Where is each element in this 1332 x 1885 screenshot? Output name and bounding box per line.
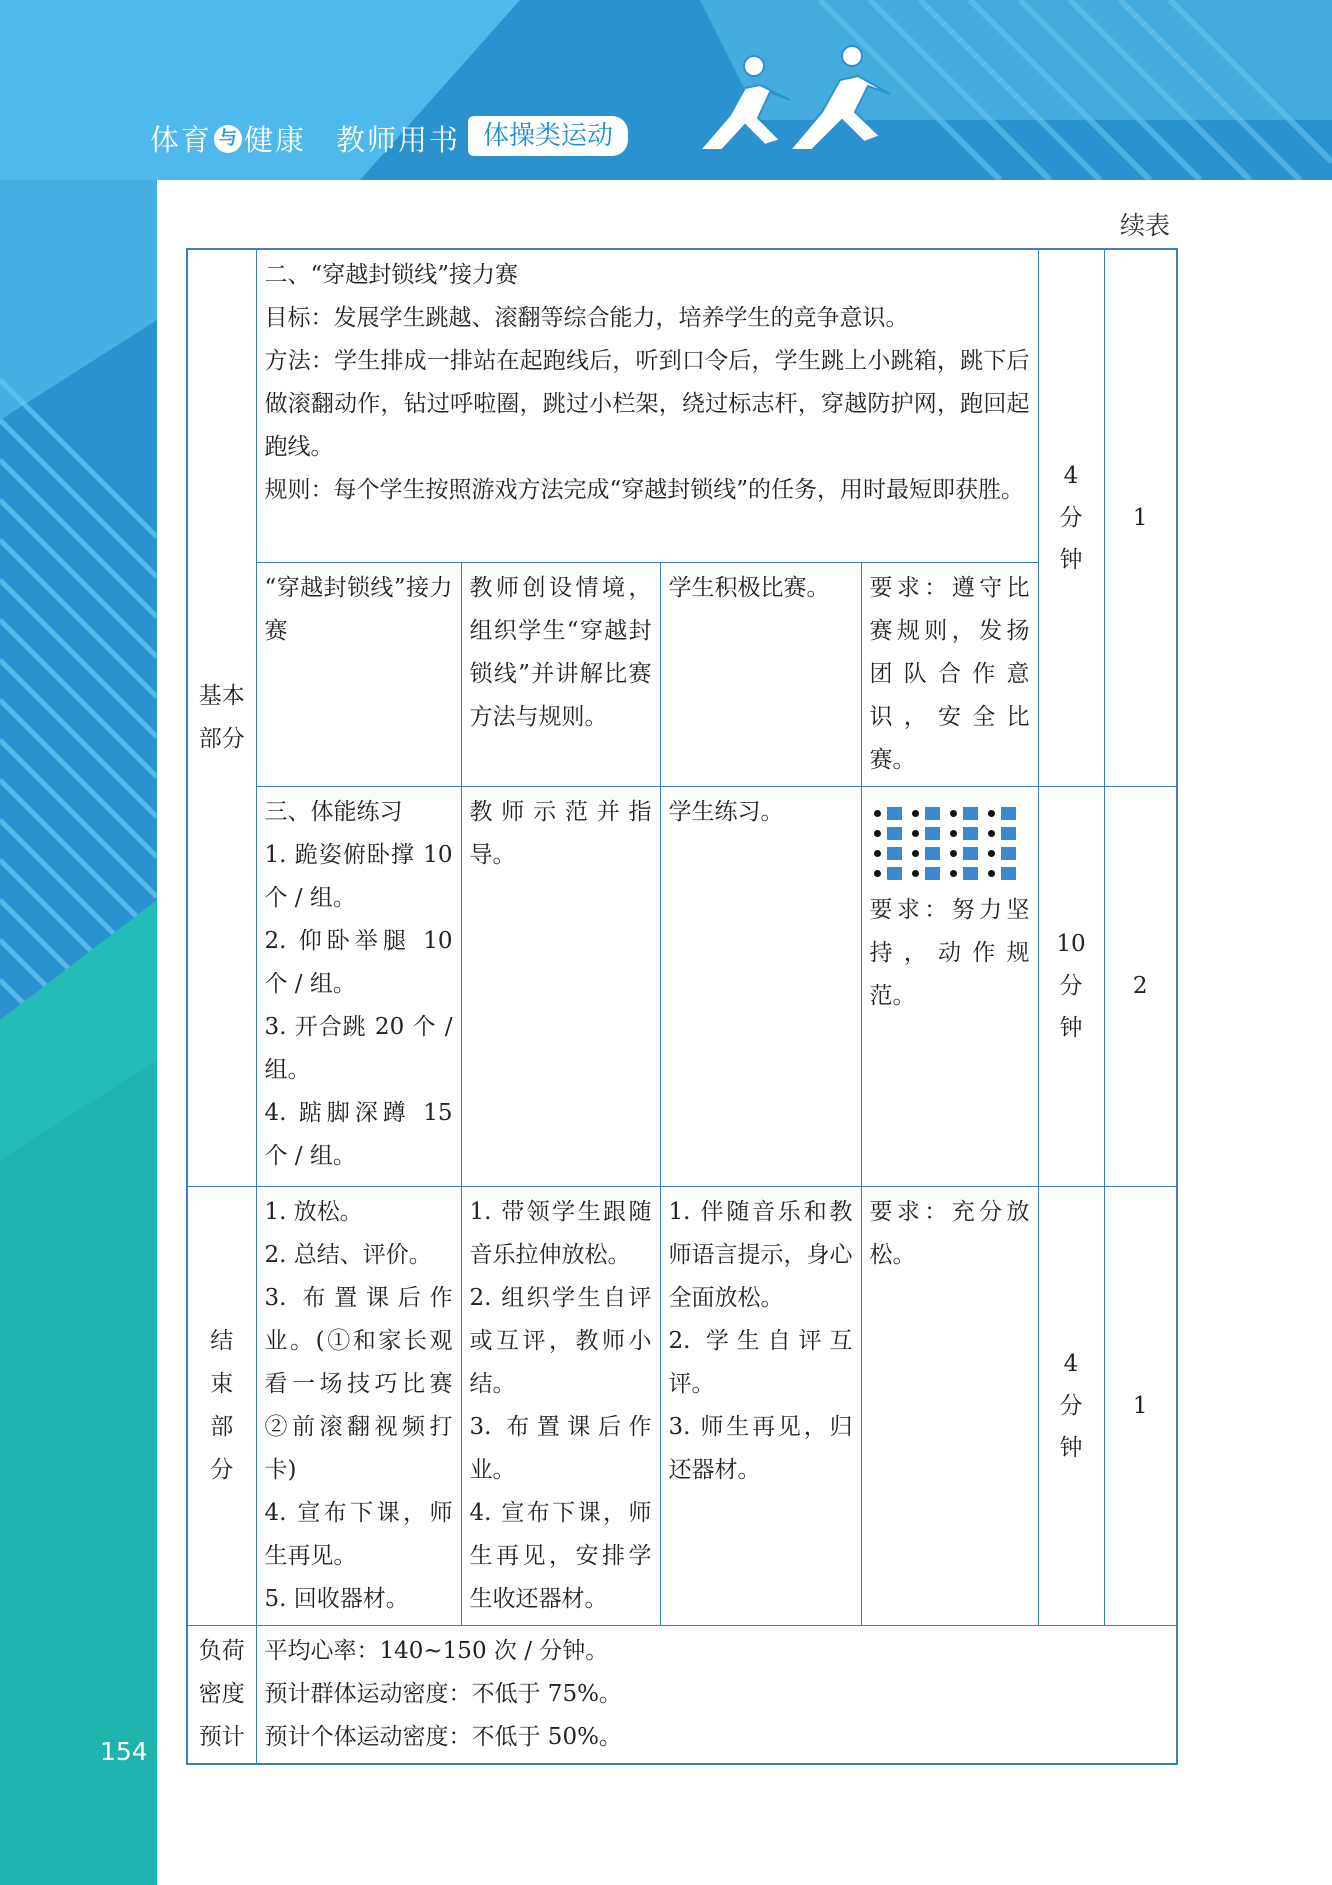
fitness-requirement: 要求：努力坚持，动作规范。 (869, 896, 1030, 1009)
title-connector-badge: 与 (214, 125, 242, 153)
ending-time-cell: 4 分 钟 (1038, 1186, 1104, 1625)
relay-title: 二、“穿越封锁线”接力赛 (264, 262, 519, 288)
lesson-plan-table (186, 248, 1178, 1765)
formation-student-mat-icon (912, 805, 950, 823)
relay-requirement-cell: 要求：遵守比赛规则，发扬团队合作意识，安全比赛。 (861, 562, 1038, 786)
book-title-part3: 教师用书 (336, 123, 461, 157)
book-title (150, 118, 460, 159)
fitness-requirement-cell (861, 786, 1038, 1186)
fitness-item: 2. 仰卧举腿 10 个 / 组。 (264, 927, 453, 997)
formation-student-mat-icon (950, 825, 988, 843)
table-row (187, 1625, 1177, 1764)
formation-student-mat-icon (874, 825, 912, 843)
formation-student-mat-icon (950, 805, 988, 823)
fitness-count-cell: 2 (1104, 786, 1177, 1186)
page-number: 154 (100, 1737, 148, 1766)
book-title-part2: 健康 (244, 123, 307, 157)
formation-student-mat-icon (950, 865, 988, 883)
table-row (187, 562, 1177, 786)
formation-student-mat-icon (950, 845, 988, 863)
fitness-item: 3. 开合跳 20 个 / 组。 (264, 1013, 453, 1083)
relay-count-cell: 1 (1104, 249, 1177, 786)
continuation-label: 续表 (1120, 211, 1171, 240)
ending-teacher-cell: 1. 带领学生跟随音乐拉伸放松。 2. 组织学生自评或互评，教师小结。 3. 布置课后作业。 4. 宣布下课，师生再见，安排学生收还器材。 (461, 1186, 660, 1625)
ending-requirement-cell: 要求：充分放松。 (861, 1186, 1038, 1625)
fitness-title: 三、体能练习 (264, 798, 403, 825)
ending-content-cell: 1. 放松。 2. 总结、评价。 3. 布置课后作业。(①和家长观看一场技巧比赛 ②前滚翻视频打卡) 4. 宣布下课，师生再见。 5. 回收器材。 (256, 1186, 461, 1625)
load-content-cell: 平均心率：140~150 次 / 分钟。 预计群体运动密度：不低于 75%。 预计个体运动密度：不低于 50%。 (256, 1625, 1177, 1764)
formation-student-mat-icon (988, 845, 1026, 863)
book-title-part1: 体育 (150, 123, 213, 157)
fitness-student-cell: 学生练习。 (660, 786, 861, 1186)
formation-student-mat-icon (912, 865, 950, 883)
fitness-time-cell: 10 分 钟 (1038, 786, 1104, 1186)
relay-time-cell: 4 分 钟 (1038, 249, 1104, 786)
relay-student-cell: 学生积极比赛。 (660, 562, 861, 786)
formation-student-mat-icon (988, 865, 1026, 883)
formation-student-mat-icon (988, 805, 1026, 823)
fitness-item: 4. 踮脚深蹲 15 个 / 组。 (264, 1099, 453, 1169)
formation-student-mat-icon (912, 845, 950, 863)
formation-student-mat-icon (988, 825, 1026, 843)
table-row (187, 1186, 1177, 1625)
chapter-tag: 体操类运动 (468, 116, 628, 156)
relay-goal: 目标：发展学生跳越、滚翻等综合能力，培养学生的竞争意识。 (264, 305, 909, 331)
section-label-ending: 结 束 部 分 (187, 1186, 256, 1625)
relay-method: 方法：学生排成一排站在起跑线后，听到口令后，学生跳上小跳箱，跳下后做滚翻动作，钻过呼啦圈，跳过小栏架，绕过标志杆，穿越防护网，跑回起跑线。 (264, 348, 1030, 460)
formation-student-mat-icon (912, 825, 950, 843)
fitness-teacher-cell: 教师示范并指导。 (461, 786, 660, 1186)
formation-student-mat-icon (874, 865, 912, 883)
fitness-content-cell (256, 786, 461, 1186)
relay-intro-cell (256, 249, 1038, 562)
fitness-item: 1. 跪姿俯卧撑 10 个 / 组。 (264, 841, 453, 911)
ending-student-cell: 1. 伴随音乐和教师语言提示，身心全面放松。 2. 学生自评互评。 3. 师生再见，归还器材。 (660, 1186, 861, 1625)
relay-rule: 规则：每个学生按照游戏方法完成“穿越封锁线”的任务，用时最短即获胜。 (264, 477, 1025, 503)
formation-diagram-icon (874, 805, 1030, 883)
table-row (187, 786, 1177, 1186)
section-label-basic: 基本部分 (187, 249, 256, 1186)
relay-teacher-cell: 教师创设情境，组织学生“穿越封锁线”并讲解比赛方法与规则。 (461, 562, 660, 786)
load-label-cell: 负荷密度预计 (187, 1625, 256, 1764)
table-row (187, 249, 1177, 562)
formation-student-mat-icon (874, 805, 912, 823)
relay-content-cell: “穿越封锁线”接力赛 (256, 562, 461, 786)
ending-count-cell: 1 (1104, 1186, 1177, 1625)
formation-student-mat-icon (874, 845, 912, 863)
